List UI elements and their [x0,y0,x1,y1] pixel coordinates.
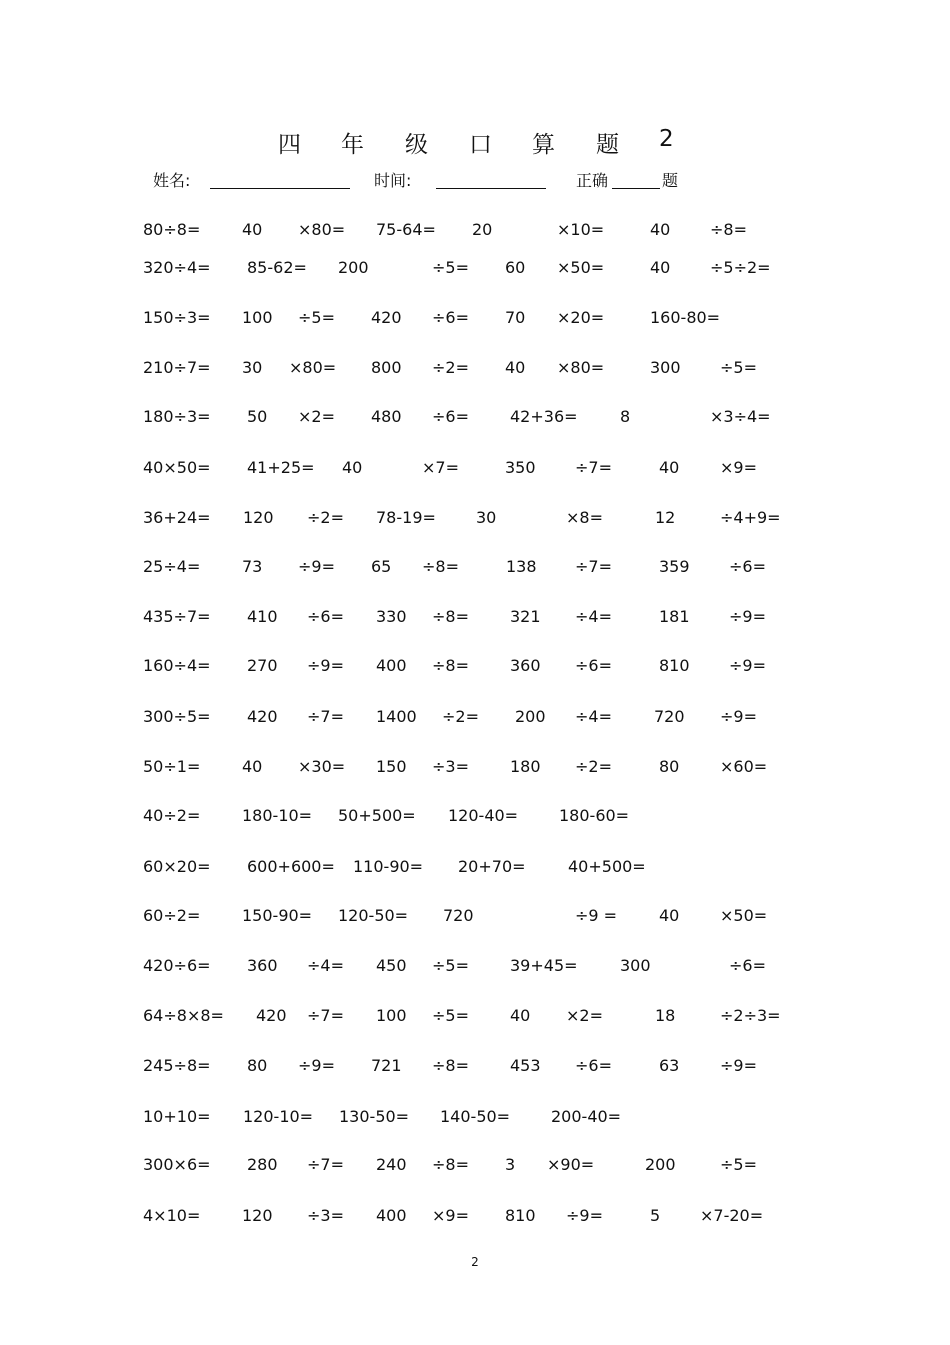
problem-cell: 280 [247,1155,278,1174]
problem-cell: 300×6= [143,1155,211,1174]
problem-cell: ÷6= [729,557,766,576]
problem-cell: 64÷8×8= [143,1006,224,1025]
problem-cell: ×80= [289,358,337,377]
problem-cell: ×60= [720,757,768,776]
problem-cell: ×7= [422,458,459,477]
problem-cell: ÷6= [432,308,469,327]
problem-cell: 60×20= [143,857,211,876]
problem-cell: ÷2= [432,358,469,377]
problem-row [0,220,950,242]
problem-cell: ×8= [566,508,603,527]
problem-cell: 85-62= [247,258,307,277]
problem-cell: 420 [256,1006,287,1025]
problem-cell: ÷9= [307,656,344,675]
problem-cell: ×20= [557,308,605,327]
problem-cell: 40×50= [143,458,211,477]
problem-cell: 100 [376,1006,407,1025]
problem-cell: ×90= [547,1155,595,1174]
time-label: 时间: [374,171,412,190]
problem-cell: ÷9= [720,1056,757,1075]
problem-cell: 60÷2= [143,906,201,925]
problem-cell: 18 [655,1006,676,1025]
problem-cell: 400 [376,1206,407,1225]
problem-row [0,508,950,530]
problem-cell: 810 [659,656,690,675]
problem-cell: 5 [650,1206,661,1225]
problem-row [0,707,950,729]
problem-cell: ÷2÷3= [720,1006,781,1025]
problem-row [0,407,950,429]
problem-cell: 150 [376,757,407,776]
problem-cell: 25÷4= [143,557,201,576]
problem-cell: 4×10= [143,1206,201,1225]
problem-cell: 75-64= [376,220,436,239]
problem-row [0,557,950,579]
problem-cell: 40 [242,757,263,776]
problem-cell: 40 [659,458,680,477]
problem-cell: 360 [247,956,278,975]
problem-cell: 30 [476,508,497,527]
problem-cell: ×80= [298,220,346,239]
problem-cell: 10+10= [143,1107,211,1126]
problem-cell: 150÷3= [143,308,211,327]
problem-cell: 40 [505,358,526,377]
problem-cell: 350 [505,458,536,477]
problem-cell: ×9= [432,1206,469,1225]
problem-cell: ÷7= [307,1006,344,1025]
problem-cell: ÷4= [307,956,344,975]
problem-cell: 40+500= [568,857,646,876]
problem-cell: ÷5= [432,258,469,277]
problem-row [0,1107,950,1129]
problem-row [0,656,950,678]
problem-cell: 600+600= [247,857,335,876]
problem-cell: ×2= [298,407,335,426]
problem-cell: 120-40= [448,806,519,825]
problem-cell: 138 [506,557,537,576]
problem-cell: ÷9= [720,707,757,726]
problem-cell: 420 [247,707,278,726]
problem-cell: 720 [654,707,685,726]
problem-cell: 400 [376,656,407,675]
problem-cell: ÷9= [729,607,766,626]
problem-cell: ×2= [566,1006,603,1025]
problem-cell: 42+36= [510,407,578,426]
name-blank[interactable] [210,188,350,189]
problem-row [0,956,950,978]
problem-row [0,607,950,629]
problem-cell: 130-50= [339,1107,410,1126]
problem-cell: 41+25= [247,458,315,477]
problem-cell: ÷4+9= [720,508,781,527]
problem-cell: 200 [338,258,369,277]
name-label: 姓名: [153,171,191,190]
problem-cell: 78-19= [376,508,436,527]
problem-cell: 810 [505,1206,536,1225]
problem-cell: ×50= [557,258,605,277]
problem-cell: 160-80= [650,308,721,327]
title-char: 口 [469,132,492,158]
problem-cell: ×3÷4= [710,407,771,426]
problem-cell: 80÷8= [143,220,201,239]
problem-cell: 73 [242,557,263,576]
problem-cell: ÷6= [432,407,469,426]
problem-cell: 420 [371,308,402,327]
problem-cell: 12 [655,508,676,527]
problem-cell: 410 [247,607,278,626]
problem-row [0,1206,950,1228]
problem-cell: 140-50= [440,1107,511,1126]
problem-cell: 720 [443,906,474,925]
problem-row [0,1056,950,1078]
problem-cell: 721 [371,1056,402,1075]
problem-cell: ÷6= [575,1056,612,1075]
time-blank[interactable] [436,188,546,189]
title-char: 四 [278,132,301,158]
problem-cell: 40 [510,1006,531,1025]
problem-cell: 330 [376,607,407,626]
problem-cell: 30 [242,358,263,377]
problem-cell: 420÷6= [143,956,211,975]
problem-cell: ÷9= [566,1206,603,1225]
problem-cell: ÷8= [432,1056,469,1075]
correct-blank[interactable] [612,188,660,189]
problem-cell: 120 [242,1206,273,1225]
problem-cell: 110-90= [353,857,424,876]
problem-cell: 300 [650,358,681,377]
problem-cell: 300÷5= [143,707,211,726]
problem-cell: 65 [371,557,392,576]
page-number: 2 [471,1255,479,1269]
problem-cell: 120-10= [243,1107,314,1126]
problem-cell: 20+70= [458,857,526,876]
student-info-row [0,168,950,194]
problem-cell: ×7-20= [700,1206,764,1225]
problem-cell: ÷7= [575,458,612,477]
problem-cell: ×9= [720,458,757,477]
problem-cell: 120-50= [338,906,409,925]
problem-row [0,458,950,480]
problem-row [0,857,950,879]
title-char: 2 [659,126,674,152]
problem-cell: 240 [376,1155,407,1174]
problem-cell: 360 [510,656,541,675]
problem-cell: ÷9= [729,656,766,675]
problem-row [0,258,950,280]
problem-cell: 245÷8= [143,1056,211,1075]
problem-cell: ×10= [557,220,605,239]
problem-cell: ÷4= [575,607,612,626]
problem-cell: 180 [510,757,541,776]
problem-cell: 200 [645,1155,676,1174]
problem-cell: ÷6= [575,656,612,675]
problem-cell: ÷2= [307,508,344,527]
problem-cell: ÷5÷2= [710,258,771,277]
problem-cell: 20 [472,220,493,239]
problem-row [0,358,950,380]
problem-cell: ÷2= [575,757,612,776]
problem-cell: ÷2= [442,707,479,726]
problem-cell: ÷8= [422,557,459,576]
problem-cell: ÷7= [307,1155,344,1174]
problem-cell: ÷3= [307,1206,344,1225]
problem-cell: 8 [620,407,631,426]
problem-cell: 160÷4= [143,656,211,675]
title-char: 年 [341,132,364,158]
problem-cell: ÷7= [575,557,612,576]
problem-cell: ÷5= [298,308,335,327]
problem-cell: 300 [620,956,651,975]
problem-cell: ÷3= [432,757,469,776]
problem-cell: ×30= [298,757,346,776]
problem-row [0,1155,950,1177]
problem-cell: 1400 [376,707,417,726]
title-char: 级 [405,132,428,158]
problem-cell: ×50= [720,906,768,925]
problem-cell: ÷7= [307,707,344,726]
problem-cell: 50 [247,407,268,426]
problem-cell: 39+45= [510,956,578,975]
problem-cell: 270 [247,656,278,675]
problem-cell: 359 [659,557,690,576]
title-char: 算 [532,132,555,158]
problem-cell: 40 [650,220,671,239]
problem-cell: 150-90= [242,906,313,925]
problem-cell: 40 [659,906,680,925]
problem-cell: 800 [371,358,402,377]
problem-cell: ×80= [557,358,605,377]
problem-cell: 120 [243,508,274,527]
problem-cell: 63 [659,1056,680,1075]
problem-row [0,806,950,828]
problem-cell: 453 [510,1056,541,1075]
problem-cell: 320÷4= [143,258,211,277]
problem-cell: 100 [242,308,273,327]
problem-cell: ÷8= [432,1155,469,1174]
problem-cell: 321 [510,607,541,626]
problem-cell: 435÷7= [143,607,211,626]
problem-cell: 40÷2= [143,806,201,825]
problem-cell: ÷8= [710,220,747,239]
problem-cell: ÷8= [432,607,469,626]
problem-row [0,757,950,779]
problem-cell: 40 [650,258,671,277]
problem-cell: 36+24= [143,508,211,527]
problem-row [0,308,950,330]
problem-cell: 70 [505,308,526,327]
problem-cell: 200 [515,707,546,726]
problem-row [0,906,950,928]
problem-cell: ÷6= [307,607,344,626]
title-char: 题 [596,132,619,158]
problem-cell: 3 [505,1155,516,1174]
problem-cell: 450 [376,956,407,975]
correct-suffix: 题 [662,171,679,190]
correct-label: 正确 [576,171,609,190]
problem-cell: ÷5= [720,358,757,377]
problem-cell: ÷5= [432,956,469,975]
problem-cell: 181 [659,607,690,626]
problem-cell: 480 [371,407,402,426]
problem-cell: 60 [505,258,526,277]
problem-cell: 180÷3= [143,407,211,426]
problem-cell: ÷9= [298,557,335,576]
problem-cell: 200-40= [551,1107,622,1126]
problem-cell: ÷5= [720,1155,757,1174]
problem-cell: 50÷1= [143,757,201,776]
problem-cell: 180-60= [559,806,630,825]
problem-cell: 40 [342,458,363,477]
problem-cell: 80 [659,757,680,776]
problem-cell: 80 [247,1056,268,1075]
problem-cell: 50+500= [338,806,416,825]
problem-cell: 40 [242,220,263,239]
problem-cell: ÷4= [575,707,612,726]
problem-cell: ÷6= [729,956,766,975]
problem-cell: ÷5= [432,1006,469,1025]
problem-cell: ÷9= [298,1056,335,1075]
problem-cell: 180-10= [242,806,313,825]
problem-row [0,1006,950,1028]
problem-cell: 210÷7= [143,358,211,377]
problem-cell: ÷8= [432,656,469,675]
problem-cell: ÷9 = [575,906,618,925]
